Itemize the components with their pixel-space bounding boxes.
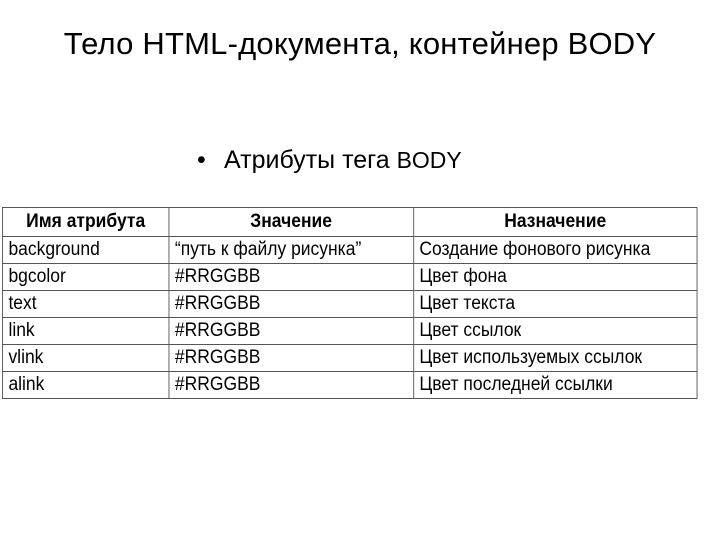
header-attribute-name: Имя атрибута bbox=[2, 208, 168, 237]
cell-attribute-name: vlink bbox=[2, 345, 168, 372]
header-value: Значение bbox=[169, 208, 413, 237]
bullet-text: Атрибуты тега bbox=[224, 146, 397, 174]
header-purpose: Назначение bbox=[413, 208, 697, 237]
cell-purpose: Создание фонового рисунка bbox=[413, 237, 697, 264]
table-row bbox=[2, 237, 697, 264]
cell-attribute-name: link bbox=[2, 318, 168, 345]
cell-value: #RRGGBB bbox=[169, 372, 413, 399]
cell-value: #RRGGBB bbox=[169, 291, 413, 318]
cell-value: #RRGGBB bbox=[169, 345, 413, 372]
bullet-item bbox=[197, 146, 462, 175]
cell-attribute-name: text bbox=[2, 291, 168, 318]
cell-attribute-name: background bbox=[2, 237, 168, 264]
bullet-tag-name: BODY bbox=[396, 147, 462, 173]
cell-value: “путь к файлу рисунка” bbox=[169, 237, 413, 264]
table-row bbox=[2, 291, 697, 318]
cell-attribute-name: bgcolor bbox=[2, 264, 168, 291]
cell-purpose: Цвет используемых ссылок bbox=[413, 345, 697, 372]
slide-title: Тело HTML-документа, контейнер BODY bbox=[63, 26, 657, 61]
cell-purpose: Цвет текста bbox=[413, 291, 697, 318]
table-row bbox=[2, 318, 697, 345]
body-attributes-table bbox=[2, 207, 698, 399]
table-row bbox=[2, 264, 697, 291]
table-row bbox=[2, 345, 697, 372]
table-header-row bbox=[2, 208, 697, 237]
cell-attribute-name: alink bbox=[2, 372, 168, 399]
table-row bbox=[2, 372, 697, 399]
bullet-marker: • bbox=[197, 146, 206, 174]
cell-value: #RRGGBB bbox=[169, 264, 413, 291]
cell-purpose: Цвет фона bbox=[413, 264, 697, 291]
cell-purpose: Цвет последней ссылки bbox=[413, 372, 697, 399]
cell-value: #RRGGBB bbox=[169, 318, 413, 345]
cell-purpose: Цвет ссылок bbox=[413, 318, 697, 345]
